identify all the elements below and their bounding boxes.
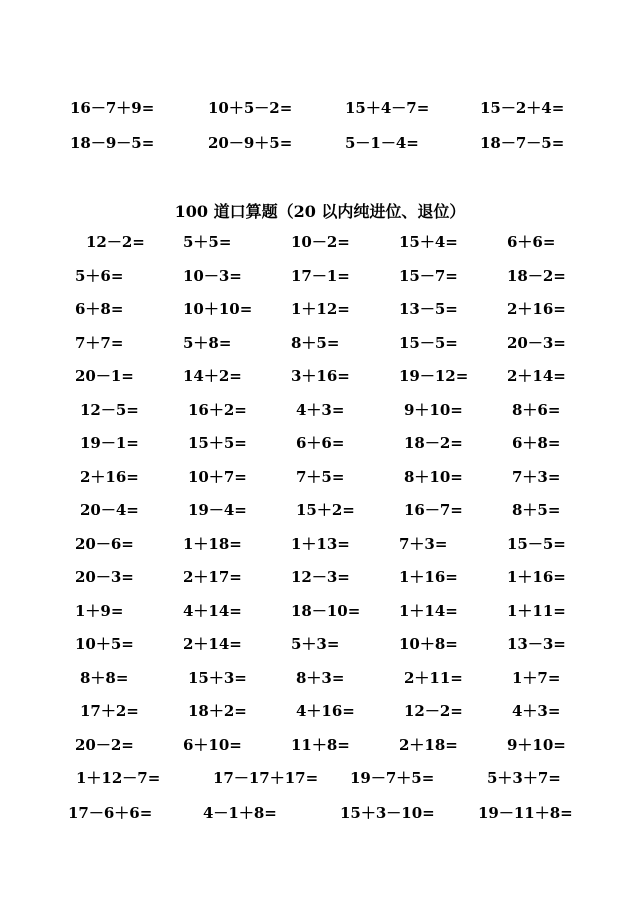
grid-rows-row [0, 698, 640, 724]
problem: 18＋2= [188, 702, 247, 720]
problem: 1＋12－7= [76, 769, 161, 787]
top-rows-row [0, 130, 640, 156]
problem: 15＋4= [399, 233, 458, 251]
problem: 8＋5= [291, 334, 340, 352]
grid-rows-row [0, 464, 640, 490]
problem: 1＋11= [507, 602, 566, 620]
problem: 4－1＋8= [203, 804, 277, 822]
problem: 19－11＋8= [478, 804, 573, 822]
problem: 18－7－5= [480, 134, 565, 152]
problem: 16－7= [404, 501, 463, 519]
problem: 17－1= [291, 267, 350, 285]
problem: 4＋3= [296, 401, 345, 419]
problem: 20－2= [75, 736, 134, 754]
grid-rows-row [0, 296, 640, 322]
problem: 10＋5－2= [208, 99, 293, 117]
problem: 15－5= [399, 334, 458, 352]
problem: 3＋16= [291, 367, 350, 385]
grid-rows-row [0, 263, 640, 289]
problem: 10＋10= [183, 300, 253, 318]
problem: 10＋5= [75, 635, 134, 653]
problem: 8＋3= [296, 669, 345, 687]
problem: 19－1= [80, 434, 139, 452]
problem: 10＋8= [399, 635, 458, 653]
bottom-rows-row [0, 800, 640, 826]
problem: 1＋16= [507, 568, 566, 586]
problem: 17－17＋17= [213, 769, 319, 787]
problem: 1＋12= [291, 300, 350, 318]
problem: 1＋14= [399, 602, 458, 620]
problem: 6＋6= [296, 434, 345, 452]
problem: 5＋3= [291, 635, 340, 653]
problem: 15＋5= [188, 434, 247, 452]
problem: 15－5= [507, 535, 566, 553]
grid-rows-row [0, 631, 640, 657]
problem: 19－12= [399, 367, 469, 385]
problem: 14＋2= [183, 367, 242, 385]
problem: 1＋16= [399, 568, 458, 586]
problem: 13－5= [399, 300, 458, 318]
problem: 5－1－4= [345, 134, 419, 152]
problem: 5＋5= [183, 233, 232, 251]
grid-rows-row [0, 598, 640, 624]
grid-rows-row [0, 665, 640, 691]
grid-rows-row [0, 531, 640, 557]
problem: 18－10= [291, 602, 361, 620]
problem: 9＋10= [404, 401, 463, 419]
problem: 18－2= [507, 267, 566, 285]
problem: 15＋2= [296, 501, 355, 519]
problem: 1＋9= [75, 602, 124, 620]
problem: 12－5= [80, 401, 139, 419]
problem: 5＋8= [183, 334, 232, 352]
problem: 20－4= [80, 501, 139, 519]
problem: 2＋16= [507, 300, 566, 318]
top-rows-row [0, 95, 640, 121]
problem: 2＋11= [404, 669, 463, 687]
grid-rows-row [0, 330, 640, 356]
problem: 2＋18= [399, 736, 458, 754]
problem: 17＋2= [80, 702, 139, 720]
problem: 15＋4－7= [345, 99, 430, 117]
problem: 12－2= [86, 233, 145, 251]
problem: 11＋8= [291, 736, 350, 754]
problem: 15－2＋4= [480, 99, 565, 117]
problem: 6＋8= [75, 300, 124, 318]
problem: 2＋14= [507, 367, 566, 385]
problem: 18－2= [404, 434, 463, 452]
problem: 8＋6= [512, 401, 561, 419]
problem: 15＋3－10= [340, 804, 435, 822]
problem: 8＋5= [512, 501, 561, 519]
grid-rows-row [0, 229, 640, 255]
problem: 18－9－5= [70, 134, 155, 152]
grid-rows-row [0, 497, 640, 523]
problem: 2＋16= [80, 468, 139, 486]
problem: 9＋10= [507, 736, 566, 754]
problem: 17－6＋6= [68, 804, 153, 822]
problem: 7＋3= [512, 468, 561, 486]
grid-rows-row [0, 363, 640, 389]
problem: 7＋7= [75, 334, 124, 352]
problem: 1＋7= [512, 669, 561, 687]
problem: 8＋10= [404, 468, 463, 486]
problem: 1＋18= [183, 535, 242, 553]
problem: 4＋3= [512, 702, 561, 720]
problem: 5＋6= [75, 267, 124, 285]
problem: 19－4= [188, 501, 247, 519]
problem: 16－7＋9= [70, 99, 155, 117]
problem: 15＋3= [188, 669, 247, 687]
worksheet-title: 100 道口算题（20 以内纯进位、退位） [174, 202, 466, 221]
grid-rows-row [0, 397, 640, 423]
problem: 19－7＋5= [350, 769, 435, 787]
grid-rows-row [0, 430, 640, 456]
problem: 10＋7= [188, 468, 247, 486]
problem: 1＋13= [291, 535, 350, 553]
problem: 16＋2= [188, 401, 247, 419]
problem: 4＋16= [296, 702, 355, 720]
problem: 7＋3= [399, 535, 448, 553]
problem: 15－7= [399, 267, 458, 285]
problem: 2＋17= [183, 568, 242, 586]
problem: 20－1= [75, 367, 134, 385]
problem: 6＋8= [512, 434, 561, 452]
problem: 2＋14= [183, 635, 242, 653]
problem: 13－3= [507, 635, 566, 653]
problem: 6＋10= [183, 736, 242, 754]
problem: 6＋6= [507, 233, 556, 251]
bottom-rows-row [0, 765, 640, 791]
grid-rows-row [0, 732, 640, 758]
problem: 20－3= [75, 568, 134, 586]
problem: 20－3= [507, 334, 566, 352]
problem: 12－2= [404, 702, 463, 720]
problem: 10－2= [291, 233, 350, 251]
problem: 20－6= [75, 535, 134, 553]
problem: 8＋8= [80, 669, 129, 687]
problem: 20－9＋5= [208, 134, 293, 152]
problem: 12－3= [291, 568, 350, 586]
problem: 7＋5= [296, 468, 345, 486]
problem: 10－3= [183, 267, 242, 285]
problem: 5＋3＋7= [487, 769, 561, 787]
grid-rows-row [0, 564, 640, 590]
problem: 4＋14= [183, 602, 242, 620]
